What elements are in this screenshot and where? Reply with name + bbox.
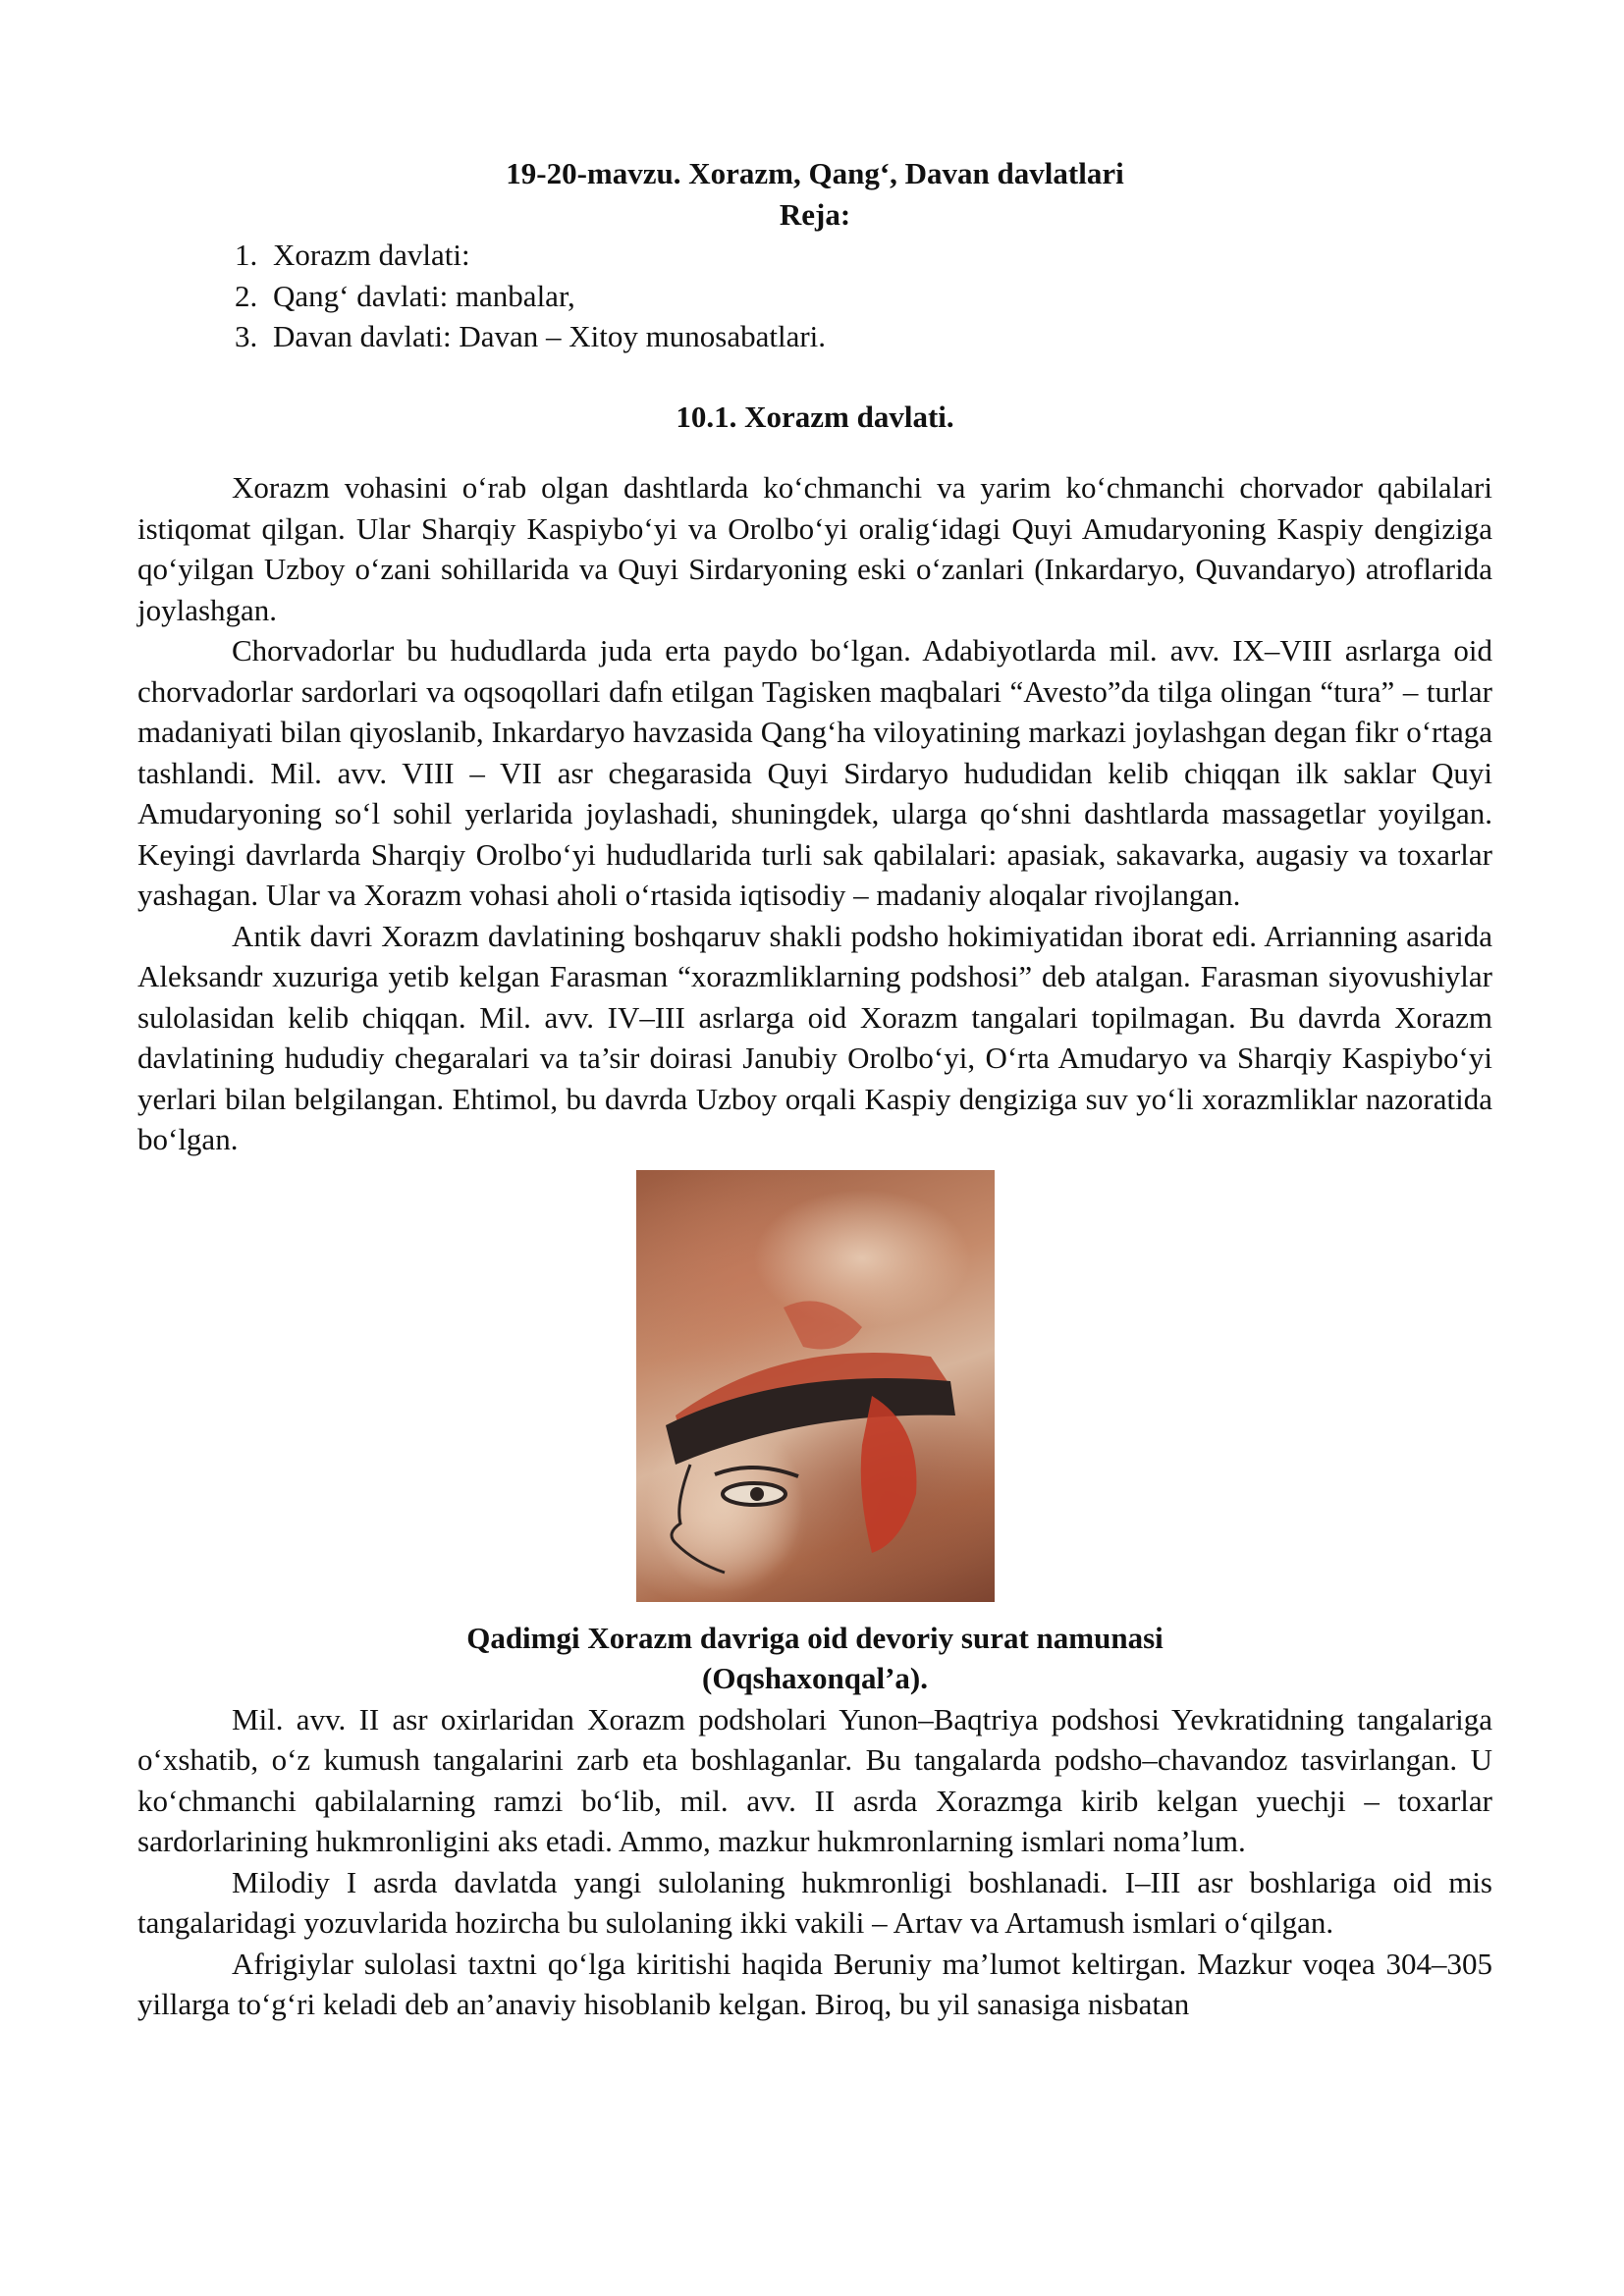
figure-caption-source: (Oqshaxonqal’a). <box>702 1661 928 1695</box>
plan-item: 2. Qang‘ davlati: manbalar, <box>265 276 1492 317</box>
plan-item: 3. Davan davlati: Davan – Xitoy munosabatlari. <box>265 316 1492 357</box>
wall-painting-image <box>636 1170 995 1602</box>
paragraph: Antik davri Xorazm davlatining boshqaruv shakli podsho hokimiyatidan iborat edi. Arrianning asarida Aleksandr xuzuriga yetib kelgan Farasman “xorazmliklarning podshosi” deb atalgan. Farasman siyovushiylar sulolasidan kelib chiqqan. Mil. avv. IV–III asrlarga oid Xorazm tangalari topilmagan. Bu davrda Xorazm davlatining hududiy chegaralari va ta’sir doirasi Janubiy Orolbo‘yi, O‘rta Amudaryo va Sharqiy Kaspiybo‘yi yerlari bilan belgilangan. Ehtimol, bu davrda Uzboy orqali Kaspiy dengiziga suv yo‘li xorazmliklar nazoratida bo‘lgan. <box>137 918 1492 1156</box>
plan-heading: Reja: <box>779 196 851 232</box>
paragraph: Mil. avv. II asr oxirlaridan Xorazm podsholari Yunon–Baqtriya podshosi Yevkratidning tangalariga o‘xshatib, o‘z kumush tangalarini zarb eta boshlaganlar. Bu tangalarda podsho–chavandoz tasvirlangan. U ko‘chmanchi qabilalarning ramzi bo‘lib, mil. avv. II asrda Xorazmga kirib kelgan yuechji – toxarlar sardorlarining hukmronligini aks etadi. Ammo, mazkur hukmronlarning ismlari noma’lum. <box>137 1701 1492 1858</box>
figure-caption: Qadimgi Xorazm davriga oid devoriy surat namunasi <box>466 1620 1164 1655</box>
plan-list <box>137 235 1492 357</box>
paragraph: Chorvadorlar bu hududlarda juda erta paydo bo‘lgan. Adabiyotlarda mil. avv. IX–VIII asrlarga oid chorvadorlar sardorlari va oqsoqollari dafn etilgan Tagisken maqbalari “Avesto”da tilga olingan “tura” – turlar madaniyati bilan qiyoslanib, Inkardaryo havzasida Qang‘ha viloyatining markazi joylashgan degan fikr o‘rtaga tashlandi. Mil. avv. VIII – VII asr chegarasida Quyi Sirdaryo hududidan kelib chiqqan ilk saklar Quyi Amudaryoning so‘l sohil yerlarida joylashadi, shuningdek, ularga qo‘shni dashtlarda massagetlar yoyilgan. Keyingi davrlarda Sharqiy Orolbo‘yi hududlarida turli sak qabilalari: apasiak, sakavarka, augasiy va toxarlar yashagan. Ular va Xorazm vohasi aholi o‘rtasida iqtisodiy – madaniy aloqalar rivojlangan. <box>137 633 1492 912</box>
section-heading: 10.1. Xorazm davlati. <box>676 399 954 434</box>
figure <box>137 1170 1492 1602</box>
paragraph: Milodiy I asrda davlatda yangi sulolaning hukmronligi boshlanadi. I–III asr boshlariga oid mis tangalaridagi yozuvlarida hozircha bu sulolaning ikki vakili – Artav va Artamush ismlari o‘qilgan. <box>137 1864 1492 1940</box>
document-content <box>137 153 1492 2025</box>
paragraph: Afrigiylar sulolasi taxtni qo‘lga kiritishi haqida Beruniy ma’lumot keltirgan. Mazkur voqea 304–305 yillarga to‘g‘ri keladi deb an’anaviy hisoblanib kelgan. Biroq, bu yil sanasiga nisbatan <box>137 1946 1492 2021</box>
document-title: 19-20-mavzu. Xorazm, Qang‘, Davan davlatlari <box>506 156 1124 190</box>
paragraph: Xorazm vohasini o‘rab olgan dashtlarda ko‘chmanchi va yarim ko‘chmanchi chorvador qabilalari istiqomat qilgan. Ular Sharqiy Kaspiybo‘yi va Orolbo‘yi oralig‘idagi Quyi Amudaryoning Kaspiy dengiziga qo‘yilgan Uzboy o‘zani sohillarida va Quyi Sirdaryoning eski o‘zanlari (Inkardaryo, Quvandaryo) atroflarida joylashgan. <box>137 470 1492 627</box>
wall-painting-illustration <box>636 1170 995 1602</box>
plan-item: 1. Xorazm davlati: <box>265 235 1492 276</box>
